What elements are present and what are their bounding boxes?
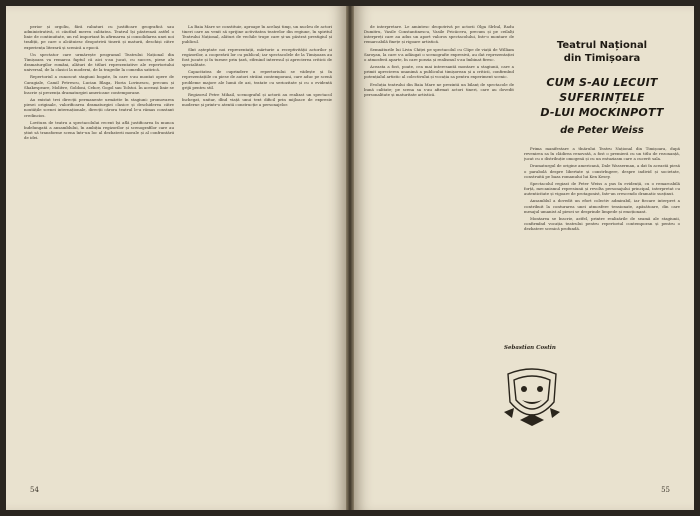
paragraph: Prima manifestare a tînărului Teatru Național din Timișoara, după revenirea sa în clădirea renovată, a fost o premieră cu un titlu de rezonanță, jucat cu o distribuție omogenă și cu un entuziasm care a cucerit sala. xyxy=(524,146,680,162)
paragraph: Au existat trei direcții permanente urmărite în stagiuni: promovarea piesei originale, valorificarea dramaturgiei clasice și deschiderea către noutățile scenei internaționale, direcții cărora teatrul le-a rămas constant credincios. xyxy=(24,97,174,118)
article-title-block xyxy=(522,40,682,136)
article-signature: Sebastian Costin xyxy=(504,345,556,351)
paragraph: perior și orgoliu, fără rabaturi cu justificare geografică sau administrativă, ci căutînd mereu calitatea. Teatrul își păstrează astfel o linie de continuitate, un rol important în afirmarea și consolidarea unei noi tradiții, pe care o alcătuiesc deopotrivă tinerii și maturii, deschiși către experiența literară și scenică a epocii. xyxy=(24,24,174,50)
paragraph: Evoluția teatrului din Baia Mare ne prezintă un bilanț de spectacole de bună calitate; pe scena sa s-au afirmat actori tineri, care au dovedit personalitate și maturitate artistică. xyxy=(364,81,514,97)
paragraph: Montarea se înscrie, astfel, printre realizările de seamă ale stagiunii, confirmînd vocația teatrului pentru repertoriul contemporan și pentru o dezbatere scenică profundă. xyxy=(524,215,680,232)
right-page-column-1 xyxy=(364,24,514,344)
paragraph: Semnăturile lui Livin Chiței pe spectacolul cu Clipe de viață de William Saroyan, la care s-a adăugat o scenografie expresivă, au dat reprezentației o atmosferă aparte, în care poezia și realismul s-au îmbinat firesc. xyxy=(364,46,514,62)
headline-author: de Peter Weiss xyxy=(560,125,644,136)
left-page-column-2 xyxy=(182,24,332,474)
paragraph: Un spectator care urmărește programul Teatrului Național din Timișoara va remarca faptul că aici s-au jucat, cu succes, piese ale dramaturgilor români, alături de titluri reprezentative ale repertoriului universal, de la clasici la moderni, de la tragedie la comedia satirică. xyxy=(24,51,174,73)
paragraph: Capacitatea de cuprindere a repertoriului se vădește și în reprezentațiile cu piese de autori străini contemporani, care aduc pe scenă probleme majore ale lumii de azi, tratate cu seriozitate și cu o evidentă grijă pentru stil. xyxy=(182,69,332,90)
paragraph: Lovitura de teatru a spectacolului recent își află justificarea în munca îndelungată a ansamblului, în ambiția regizorilor și scenografilor care au știut să transforme scena într-un loc al dezbaterii morale și al confruntării de idei. xyxy=(24,119,174,141)
theatre-emblem-icon xyxy=(500,362,564,430)
paragraph: Aceasta a fost, poate, cea mai interesantă montare a stagiunii, care a primit aprecierea unanimă a publicului timișorean și a criticii, confirmînd potențialul artistic al colectivului și vocația sa pentru experiment scenic. xyxy=(364,64,514,80)
paragraph: Sînt așteptate noi reprezentații, mărturie a receptivității actorilor și regizorilor, a cooperării lor cu publicul; iar spectacolele de la Timișoara au fost jucate și în turnee prin țară, stîrnind interesul și aprecierea criticii de specialitate. xyxy=(182,46,332,68)
page-number-left: 54 xyxy=(30,486,39,494)
paragraph: Ansamblul a dovedit un efort colectiv admirabil, iar fiecare interpret a contribuit la conturarea unei atmosfere tensionate, apăsătoare, din care mesajul umanist al piesei se desprinde limpede și emoționant. xyxy=(524,198,680,214)
right-page xyxy=(354,6,694,510)
paragraph: Regizorul Petre Mihail, scenograful și actorii au realizat un spectacol închegat, unitar, dînd viață unui text dificil prin mijloace de expresie moderne și printr-o atentă construcție a personajelor. xyxy=(182,91,332,108)
theatre-city: din Timișoara xyxy=(563,53,641,64)
headline-line-2: SUFERINȚELE xyxy=(559,91,645,104)
binding-gutter xyxy=(346,6,354,510)
left-page xyxy=(6,6,346,510)
paragraph: Repertoriul a cunoscut stagiuni bogate, în care s-au montat opere de Caragiale, Camil Petrescu, Lucian Blaga, Horia Lovinescu, precum și Shakespeare, Molière, Goldoni, Cehov, Gogol sau Tolstoi. În aceeași linie se înscrie și prezența dramaturgiei americane contemporane. xyxy=(24,74,174,95)
paragraph: de interpretare. Le amintesc deopotrivă pe actorii Olga Sîrbul, Radu Dumitru, Vasile Constantinescu, Vasile Pricăceru, precum și pe ceilalți interpreți care au adus un aport valoros spectacolului, într-o montare de remarcabilă finețe și rigoare artistică. xyxy=(364,24,514,45)
paragraph: Dramaturgul de origine americană, Dale Wasserman, a dat în această piesă o parabolă despre libertate și constrîngere, despre individ și societate, construită pe baza romanului lui Ken Kesey. xyxy=(524,163,680,179)
paragraph: Spectacolul regizat de Peter Weiss a pus în evidență, cu o remarcabilă forță, mecanismul represiunii și revolta personajului principal, interpretat cu autenticitate și vigoare de protagonist, într-un crescendo dramatic susținut. xyxy=(524,180,680,197)
left-page-column-1 xyxy=(24,24,174,474)
headline-line-3: D-LUI MOCKINPOTT xyxy=(540,106,664,119)
page-number-right: 55 xyxy=(661,486,670,494)
headline-line-1: CUM S-AU LECUIT xyxy=(546,76,658,89)
paragraph: La Baia Mare se constituie, aproape în același timp, un nucleu de actori tineri care au venit să sprijine activitatea teatrelor din regiune, în spiritul Teatrului Național, alături de vechile trupe care și-au păstrat prestigiul și publicul. xyxy=(182,24,332,45)
theatre-name: Teatrul Național xyxy=(556,40,648,51)
